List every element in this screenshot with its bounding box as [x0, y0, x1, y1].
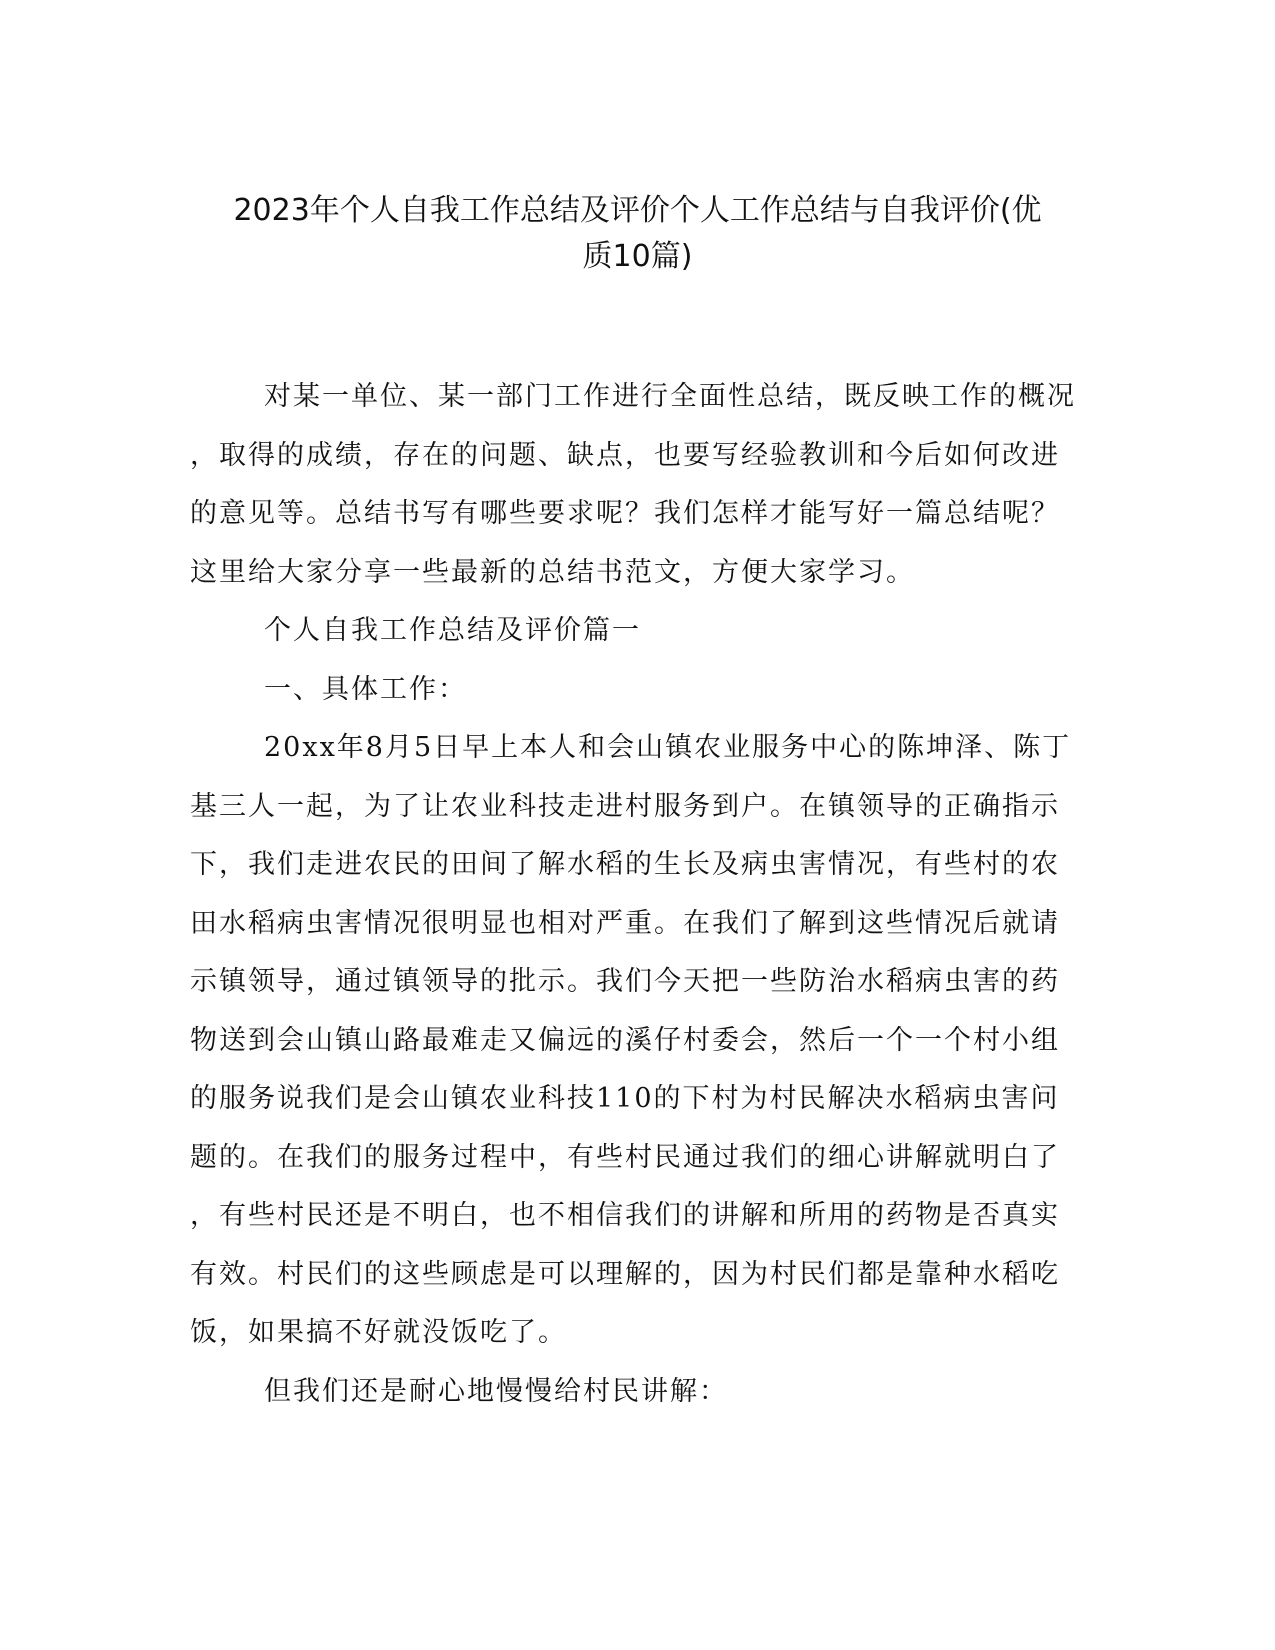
- text-line: 下，我们走进农民的田间了解水稻的生长及病虫害情况，有些村的农: [190, 849, 1060, 880]
- subsection-heading: [190, 661, 1080, 720]
- text-line: 示镇领导，通过镇领导的批示。我们今天把一些防治水稻病虫害的药: [190, 966, 1060, 997]
- text-line: ，有些村民还是不明白，也不相信我们的讲解和所用的药物是否真实: [190, 1200, 1060, 1231]
- text-line: 20xx年8月5日早上本人和会山镇农业服务中心的陈坤泽、陈丁: [264, 732, 1072, 763]
- text-line: 一、具体工作：: [264, 673, 467, 705]
- text-line: ，取得的成绩，存在的问题、缺点，也要写经验教训和今后如何改进: [190, 439, 1060, 471]
- intro-paragraph: [190, 368, 1080, 602]
- text-line: 对某一单位、某一部门工作进行全面性总结，既反映工作的概况: [264, 381, 1076, 412]
- text-line: 的服务说我们是会山镇农业科技110的下村为村民解决水稻病虫害问: [190, 1083, 1060, 1114]
- text-line: 田水稻病虫害情况很明显也相对严重。在我们了解到这些情况后就请: [190, 907, 1060, 939]
- work-paragraph: [190, 719, 1080, 1363]
- text-line: 题的。在我们的服务过程中，有些村民通过我们的细心讲解就明白了: [190, 1141, 1060, 1173]
- document-title-line: 质10篇): [582, 239, 693, 274]
- text-line: 基三人一起，为了让农业科技走进村服务到户。在镇领导的正确指示: [190, 790, 1060, 822]
- text-line: 物送到会山镇山路最难走又偏远的溪仔村委会，然后一个一个村小组: [190, 1024, 1060, 1056]
- closing-paragraph: [190, 1363, 1080, 1422]
- text-line: 这里给大家分享一些最新的总结书范文，方便大家学习。: [190, 556, 915, 588]
- text-line: 有效。村民们的这些顾虑是可以理解的，因为村民们都是靠种水稻吃: [190, 1258, 1060, 1290]
- text-line: 饭，如果搞不好就没饭吃了。: [190, 1317, 567, 1348]
- document-title: [150, 188, 1125, 280]
- document-title-line: 2023年个人自我工作总结及评价个人工作总结与自我评价(优: [233, 193, 1042, 228]
- text-line: 的意见等。总结书写有哪些要求呢？我们怎样才能写好一篇总结呢？: [190, 498, 1060, 529]
- text-line: 个人自我工作总结及评价篇一: [264, 615, 641, 646]
- section-heading: [190, 602, 1080, 661]
- document-body: [190, 368, 1080, 1421]
- text-line: 但我们还是耐心地慢慢给村民讲解：: [264, 1375, 728, 1407]
